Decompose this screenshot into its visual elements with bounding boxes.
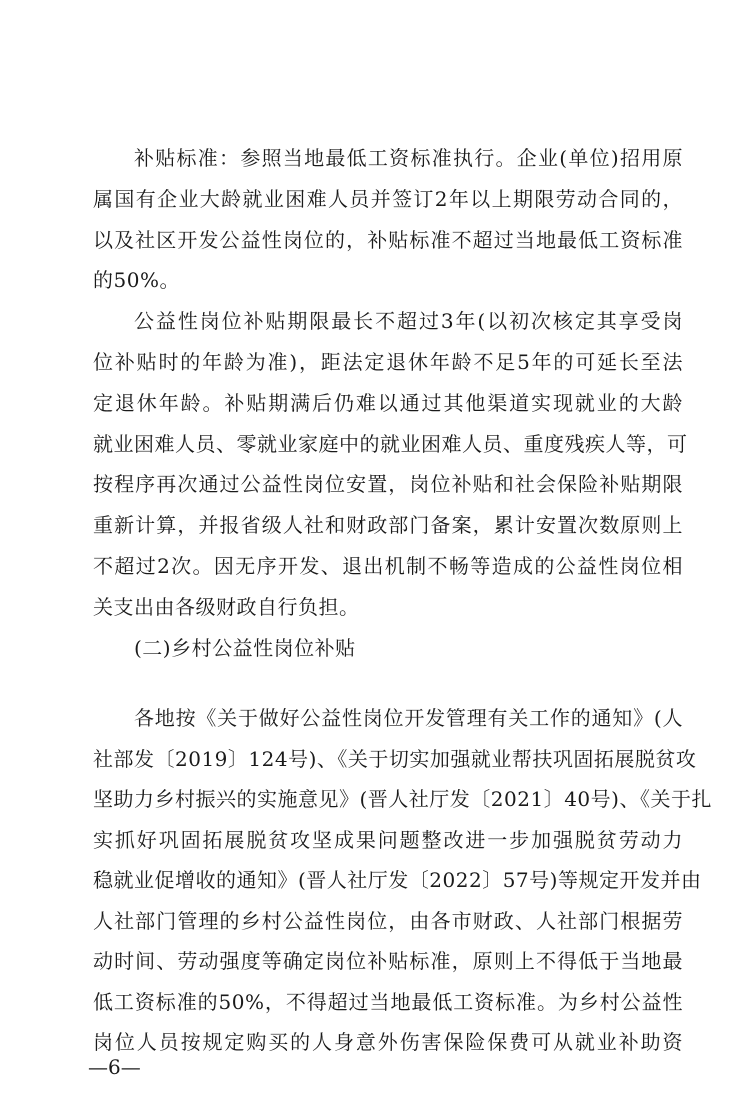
text-line: 定退休年龄。补贴期满后仍难以通过其他渠道实现就业的大龄 — [93, 390, 683, 415]
text-line: 岗位人员按规定购买的人身意外伤害保险保费可从就业补助资 — [93, 1030, 683, 1054]
text-line: 按程序再次通过公益性岗位安置，岗位补贴和社会保险补贴期限 — [93, 472, 683, 497]
text-line: 不超过2次。因无序开发、退出机制不畅等造成的公益性岗位相 — [93, 554, 683, 578]
text-line: 社部发〔2019〕124号)、《关于切实加强就业帮扶巩固拓展脱贫攻 — [93, 746, 697, 771]
text-line: 动时间、劳动强度等确定岗位补贴标准，原则上不得低于当地最 — [93, 949, 683, 973]
page-number: —6— — [88, 1055, 141, 1079]
text-line: 以及社区开发公益性岗位的，补贴标准不超过当地最低工资标准 — [93, 227, 683, 252]
text-line: 属国有企业大龄就业困难人员并签订2年以上期限劳动合同的， — [93, 186, 683, 211]
text-line: 人社部门管理的乡村公益性岗位，由各市财政、人社部门根据劳 — [93, 908, 683, 933]
text-line: 各地按《关于做好公益性岗位开发管理有关工作的通知》(人 — [134, 706, 683, 730]
text-line: 公益性岗位补贴期限最长不超过3年(以初次核定其享受岗 — [134, 309, 683, 334]
text-line: 重新计算，并报省级人社和财政部门备案，累计安置次数原则上 — [93, 513, 683, 538]
text-line: 关支出由各级财政自行负担。 — [93, 594, 360, 619]
text-line: 就业困难人员、零就业家庭中的就业困难人员、重度残疾人等，可 — [93, 431, 688, 456]
text-line: 补贴标准：参照当地最低工资标准执行。企业(单位)招用原 — [134, 146, 683, 170]
text-line: 的50%。 — [93, 268, 180, 293]
text-line: 低工资标准的50%，不得超过当地最低工资标准。为乡村公益性 — [93, 989, 683, 1014]
text-line: 位补贴时的年龄为准)，距法定退休年龄不足5年的可延长至法 — [93, 350, 683, 374]
section-heading: (二)乡村公益性岗位补贴 — [134, 635, 356, 660]
text-line: 坚助力乡村振兴的实施意见》(晋人社厅发〔2021〕40号)、《关于扎 — [93, 787, 712, 811]
text-line: 实抓好巩固拓展脱贫攻坚成果问题整改进一步加强脱贫劳动力 — [93, 827, 683, 852]
text-line: 稳就业促增收的通知》(晋人社厅发〔2022〕57号)等规定开发并由 — [93, 868, 702, 892]
